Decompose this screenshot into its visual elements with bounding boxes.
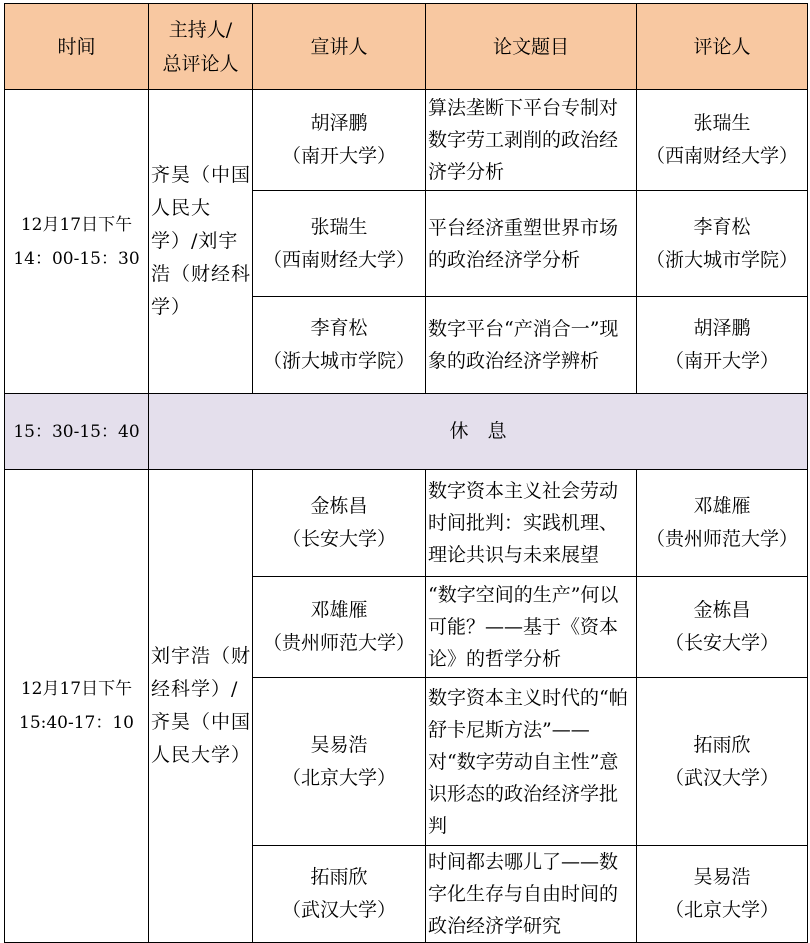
speaker-cell [253,191,426,297]
header-title: 论文题目 [426,4,637,90]
commentator-cell [637,297,808,394]
table-row [5,90,808,191]
header-time: 时间 [5,4,149,90]
paper-title: “数字空间的生产”何以可能？——基于《资本论》的哲学分析 [426,577,637,678]
commentator-cell [637,90,808,191]
paper-title: 数字资本主义社会劳动时间批判：实践机理、理论共识与未来展望 [426,470,637,577]
paper-title: 数字平台“产消合一”现象的政治经济学辨析 [426,297,637,394]
speaker-org: （长安大学） [281,528,396,550]
session2-host: 刘宇浩（财经科学）/齐昊（中国人民大学） [149,470,253,943]
commentator-org: （北京大学） [664,899,779,921]
commentator-org: （浙大城市学院） [645,248,798,271]
speaker-cell [253,470,426,577]
commentator-org: （贵州师范大学） [645,528,798,550]
speaker-cell [253,577,426,678]
commentator-org: （长安大学） [664,632,779,654]
commentator-name: 邓雄雁 [693,495,751,517]
session2-time [5,470,149,943]
speaker-org: （南开大学） [281,145,396,167]
paper-title: 时间都去哪儿了——数字化生存与自由时间的政治经济学研究 [426,846,637,943]
speaker-name: 金栋昌 [310,495,368,517]
paper-title: 平台经济重塑世界市场的政治经济学分析 [426,191,637,297]
header-host-line1: 主持人/ [168,18,233,41]
schedule-table [4,3,808,943]
speaker-cell [253,90,426,191]
speaker-org: （北京大学） [281,766,396,789]
header-commentator: 评论人 [637,4,808,90]
speaker-org: （贵州师范大学） [262,632,415,654]
commentator-cell [637,577,808,678]
commentator-cell [637,846,808,943]
commentator-name: 李育松 [693,215,751,238]
speaker-name: 邓雄雁 [310,599,368,621]
speaker-name: 李育松 [310,317,368,339]
break-label: 休 息 [149,394,808,470]
speaker-name: 张瑞生 [310,215,368,238]
speaker-name: 吴易浩 [310,733,368,756]
session2-time-range: 15:40-17：10 [19,713,134,733]
session2-time-date: 12月17日下午 [20,679,133,699]
session1-time-range: 14：00-15：30 [13,248,140,269]
header-row [5,4,808,90]
session1-time-date: 12月17日下午 [20,214,133,235]
commentator-org: （南开大学） [664,350,779,372]
speaker-org: （武汉大学） [281,899,396,921]
commentator-cell [637,678,808,846]
speaker-cell [253,846,426,943]
header-host-line2: 总评论人 [162,52,239,75]
commentator-name: 拓雨欣 [693,733,751,756]
session1-host: 齐昊（中国人民大学）/刘宇浩（财经科学） [149,90,253,394]
break-time: 15：30-15：40 [5,394,149,470]
commentator-name: 吴易浩 [693,866,751,888]
commentator-name: 胡泽鹏 [693,317,751,339]
commentator-name: 金栋昌 [693,599,751,621]
commentator-cell [637,191,808,297]
paper-title: 数字资本主义时代的“帕舒卡尼斯方法”——对“数字劳动自主性”意识形态的政治经济学批判 [426,678,637,846]
header-speaker: 宣讲人 [253,4,426,90]
speaker-org: （浙大城市学院） [262,350,415,372]
commentator-org: （西南财经大学） [645,145,798,167]
commentator-name: 张瑞生 [693,112,751,134]
commentator-org: （武汉大学） [664,766,779,789]
speaker-cell [253,297,426,394]
session1-time [5,90,149,394]
break-row [5,394,808,470]
speaker-org: （西南财经大学） [262,248,415,271]
paper-title: 算法垄断下平台专制对数字劳工剥削的政治经济学分析 [426,90,637,191]
speaker-name: 胡泽鹏 [310,112,368,134]
speaker-cell [253,678,426,846]
commentator-cell [637,470,808,577]
table-row [5,470,808,577]
speaker-name: 拓雨欣 [310,866,368,888]
header-host [149,4,253,90]
